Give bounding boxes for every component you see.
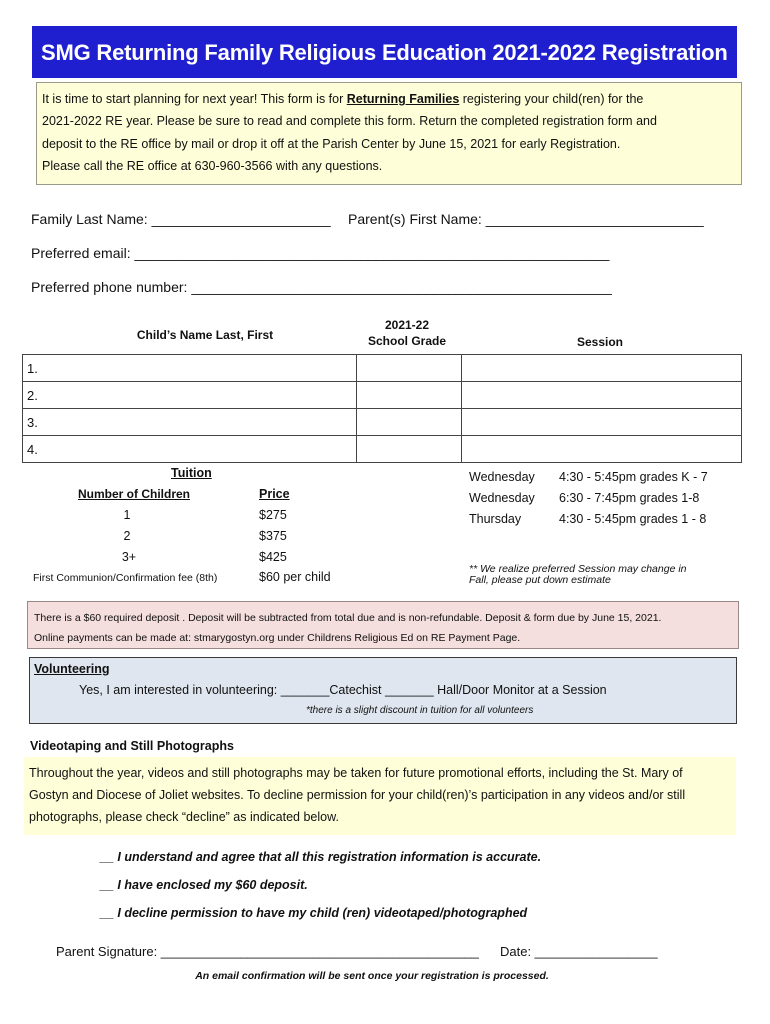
grade-cell[interactable] xyxy=(357,436,462,463)
deposit-line-2: Online payments can be made at: stmarygostyn.org under Childrens Religious Ed on RE Payment Page. xyxy=(34,632,521,644)
session-time-1: 4:30 - 5:45pm grades K - 7 xyxy=(559,470,708,484)
table-row xyxy=(23,382,742,409)
tuition-price-3: $425 xyxy=(259,550,287,564)
session-time-2: 6:30 - 7:45pm grades 1-8 xyxy=(559,491,700,505)
video-line-1: Throughout the year, videos and still photographs may be taken for future promotional efforts, including the St. Mary of xyxy=(29,766,683,780)
video-heading: Videotaping and Still Photographs xyxy=(30,739,234,753)
email-field[interactable]: Preferred email: _____________________________________________________________ xyxy=(31,245,610,261)
session-note-2: Fall, please put down estimate xyxy=(469,574,611,586)
tuition-children-3: 3+ xyxy=(121,550,137,564)
parent-first-name-field[interactable]: Parent(s) First Name: ____________________________ xyxy=(348,211,704,227)
video-line-2: Gostyn and Diocese of Joliet websites. To decline permission for your child(ren)’s participation in any videos and/or still xyxy=(29,788,686,802)
parent-signature-field[interactable]: Parent Signature: ____________________________________________ xyxy=(56,944,479,959)
intro-line-2: 2021-2022 RE year. Please be sure to read and complete this form. Return the completed registration form and xyxy=(42,114,657,129)
session-day-1: Wednesday xyxy=(469,470,535,484)
phone-field[interactable]: Preferred phone number: ______________________________________________________ xyxy=(31,279,612,295)
session-note-1: ** We realize preferred Session may change in xyxy=(469,563,687,575)
deposit-line-1: There is a $60 required deposit . Deposit will be subtracted from total due and is non-refundable. Deposit & form due by June 15, 2021. xyxy=(34,612,662,624)
tuition-children-2: 2 xyxy=(123,529,131,543)
session-day-2: Wednesday xyxy=(469,491,535,505)
session-cell[interactable] xyxy=(462,409,742,436)
video-box xyxy=(24,757,736,835)
volunteer-note: *there is a slight discount in tuition for all volunteers xyxy=(306,705,534,716)
fee-label: First Communion/Confirmation fee (8th) xyxy=(33,572,218,584)
child-name-cell[interactable]: 3. xyxy=(23,409,357,436)
family-last-name-field[interactable]: Family Last Name: _______________________ xyxy=(31,211,331,227)
page-title: SMG Returning Family Religious Education 2021-2022 Registration xyxy=(41,40,728,65)
volunteer-line[interactable]: Yes, I am interested in volunteering: _______Catechist _______ Hall/Door Monitor at a Session xyxy=(79,683,607,697)
tuition-col-price: Price xyxy=(259,487,290,501)
footer-note: An email confirmation will be sent once your registration is processed. xyxy=(195,970,549,982)
session-cell[interactable] xyxy=(462,355,742,382)
tuition-children-1: 1 xyxy=(123,508,131,522)
returning-families-emphasis: Returning Families xyxy=(346,92,460,106)
child-name-cell[interactable]: 1. xyxy=(23,355,357,382)
col-header-grade: School Grade xyxy=(367,334,447,348)
session-cell[interactable] xyxy=(462,382,742,409)
table-row xyxy=(23,355,742,382)
deposit-box xyxy=(27,601,739,649)
col-header-grade-year: 2021-22 xyxy=(384,318,430,332)
video-line-3: photographs, please check “decline” as indicated below. xyxy=(29,810,339,824)
intro-box xyxy=(36,82,742,185)
tuition-col-children: Number of Children xyxy=(78,487,191,501)
table-row xyxy=(23,436,742,463)
children-table xyxy=(22,354,742,463)
checkbox-decline[interactable]: __ I decline permission to have my child (ren) videotaped/photographed xyxy=(100,906,528,920)
fee-price: $60 per child xyxy=(259,570,331,584)
checkbox-agree[interactable]: __ I understand and agree that all this registration information is accurate. xyxy=(100,850,542,864)
intro-line-4: Please call the RE office at 630-960-3566 with any questions. xyxy=(42,158,383,173)
grade-cell[interactable] xyxy=(357,355,462,382)
session-time-3: 4:30 - 5:45pm grades 1 - 8 xyxy=(559,512,707,526)
session-day-3: Thursday xyxy=(469,512,522,526)
date-field[interactable]: Date: _________________ xyxy=(500,944,658,959)
session-cell[interactable] xyxy=(462,436,742,463)
tuition-title: Tuition xyxy=(171,466,212,480)
table-row xyxy=(23,409,742,436)
grade-cell[interactable] xyxy=(357,409,462,436)
tuition-price-2: $375 xyxy=(259,529,287,543)
child-name-cell[interactable]: 4. xyxy=(23,436,357,463)
col-header-session: Session xyxy=(576,335,624,349)
col-header-child-name: Child’s Name Last, First xyxy=(136,328,274,342)
intro-line-3: deposit to the RE office by mail or drop it off at the Parish Center by June 15, 2021 for early Registration. xyxy=(42,136,621,151)
checkbox-deposit[interactable]: __ I have enclosed my $60 deposit. xyxy=(100,878,308,892)
volunteer-title: Volunteering xyxy=(34,662,110,676)
grade-cell[interactable] xyxy=(357,382,462,409)
tuition-price-1: $275 xyxy=(259,508,287,522)
intro-line-1: It is time to start planning for next year! This form is for Returning Families registering your child(ren) for the xyxy=(42,92,644,106)
child-name-cell[interactable]: 2. xyxy=(23,382,357,409)
